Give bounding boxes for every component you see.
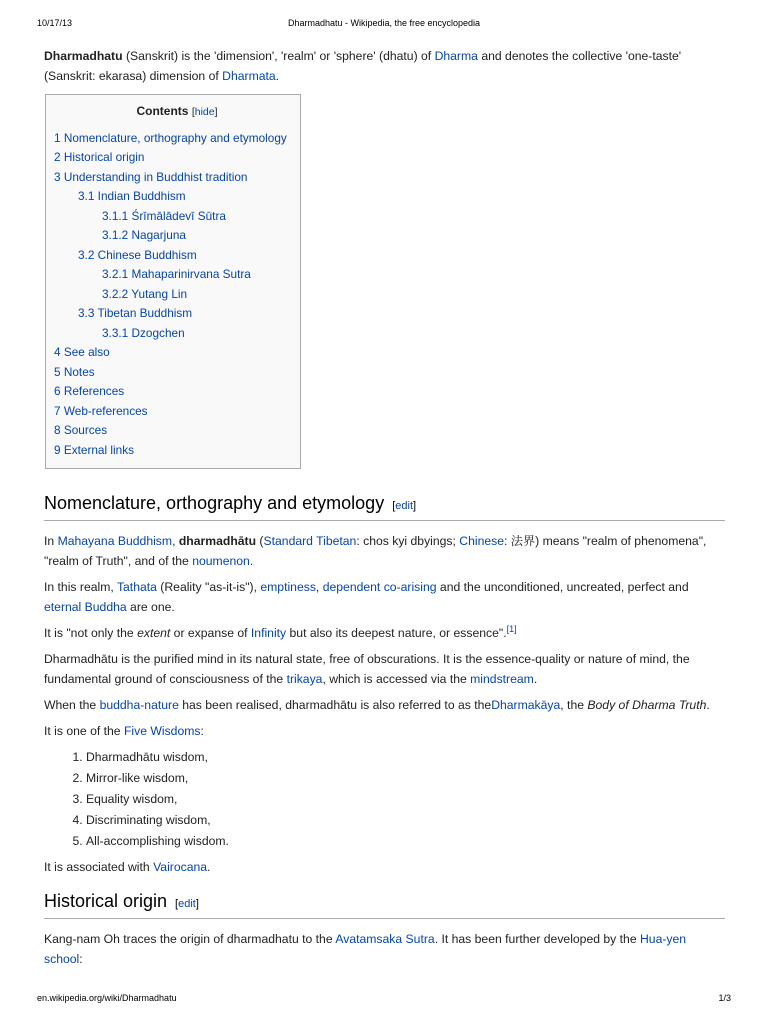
toc-item-3-2-1[interactable]: 3.2.1 Mahaparinirvana Sutra (102, 267, 251, 281)
section-heading-nomenclature: Nomenclature, orthography and etymology [edit] (44, 491, 725, 521)
link-tathata[interactable]: Tathata (116, 580, 157, 594)
print-url: en.wikipedia.org/wiki/Dharmadhatu (37, 993, 177, 1003)
toc-item-4[interactable]: 4 See also (54, 345, 110, 359)
link-buddha-nature[interactable]: buddha-nature (99, 698, 179, 712)
paragraph-buddha-nature: When the buddha-nature has been realised, dharmadhātu is also referred to as theDharmakāya, the Body of Dharma Truth. (44, 698, 710, 712)
emphasis-body-of-dharma-truth: Body of Dharma Truth (587, 698, 707, 712)
section-heading-historical-origin: Historical origin [edit] (44, 889, 725, 919)
paragraph-five-wisdoms: It is one of the Five Wisdoms: (44, 724, 204, 738)
link-emptiness[interactable]: emptiness (260, 580, 316, 594)
intro-text-2: and denotes the collective 'one-taste' (Sanskrit: ekarasa) dimension of (44, 49, 682, 83)
term-dharmadhatu: dharmadhātu (178, 534, 257, 548)
toc-item-3-2[interactable]: 3.2 Chinese Buddhism (78, 247, 197, 262)
link-chinese[interactable]: Chinese (459, 534, 505, 548)
print-header (37, 18, 731, 32)
print-date: 10/17/13 (37, 18, 73, 28)
link-avatamsaka-sutra[interactable]: Avatamsaka Sutra (335, 932, 435, 946)
toc-item-7[interactable]: 7 Web-references (54, 403, 148, 418)
section-heading-text: Nomenclature, orthography and etymology (44, 493, 385, 513)
link-infinity[interactable]: Infinity (250, 626, 287, 640)
toc-item-1[interactable]: 1 Nomenclature, orthography and etymology (54, 130, 287, 145)
toc-title: Contents [hide] (136, 104, 218, 118)
paragraph-extent: It is "not only the extent or expanse of Infinity but also its deepest nature, or essence".[1] (44, 623, 517, 640)
paragraph-mahayana: In Mahayana Buddhism, dharmadhātu (Standard Tibetan: chos kyi dbyings; Chinese: 法界) means "realm of phenomena", "realm of Truth", and of the noumenon. (44, 534, 707, 568)
print-page-number: 1/3 (718, 993, 731, 1003)
link-mindstream[interactable]: mindstream (470, 672, 534, 686)
wisdoms-list (44, 747, 725, 852)
edit-link-nomenclature[interactable]: edit (395, 500, 414, 512)
print-footer (37, 993, 731, 1007)
toc-item-3-3[interactable]: 3.3 Tibetan Buddhism (78, 306, 193, 320)
toc-item-3[interactable]: 3 Understanding in Buddhist tradition (54, 169, 248, 184)
toc-item-3-1[interactable]: 3.1 Indian Buddhism (78, 189, 186, 203)
toc-item-3-2-2[interactable]: 3.2.2 Yutang Lin (102, 286, 188, 301)
link-trikaya[interactable]: trikaya (286, 672, 323, 686)
emphasis-extent: extent (137, 626, 171, 640)
intro-term: Dharmadhatu (44, 49, 123, 63)
toc-item-3-1-1[interactable]: 3.1.1 Śrīmālādevī Sūtra (102, 208, 226, 223)
link-dharmakaya[interactable]: Dharmakāya (491, 698, 561, 712)
toc-item-3-3-1[interactable]: 3.3.1 Dzogchen (102, 325, 185, 340)
list-item: 3. Equality wisdom, (86, 789, 725, 810)
link-mahayana-buddhism[interactable]: Mahayana Buddhism (57, 534, 173, 548)
link-noumenon[interactable]: noumenon (192, 554, 250, 568)
reference-1[interactable]: [1] (506, 623, 517, 634)
article-content (44, 46, 725, 975)
intro-text-1: (Sanskrit) is the 'dimension', 'realm' or 'sphere' (dhatu) of (122, 49, 435, 63)
link-dharmata[interactable]: Dharmata (222, 69, 276, 83)
link-five-wisdoms[interactable]: Five Wisdoms (123, 724, 201, 738)
paragraph-purified-mind: Dharmadhātu is the purified mind in its natural state, free of obscurations. It is the essence-quality or nature of mind, the fundamental ground of consciousness of the trikaya, which is accessed via the mindstream. (44, 652, 690, 686)
list-item: 1. Dharmadhātu wisdom, (86, 747, 725, 768)
toc-list (54, 129, 300, 461)
link-vairocana[interactable]: Vairocana (153, 860, 208, 874)
link-eternal-buddha[interactable]: eternal Buddha (44, 600, 127, 614)
toc-item-2[interactable]: 2 Historical origin (54, 150, 145, 164)
paragraph-vairocana: It is associated with Vairocana. (44, 860, 211, 874)
list-item: 5. All-accomplishing wisdom. (86, 831, 725, 852)
toc-item-5[interactable]: 5 Notes (54, 364, 95, 379)
link-dharma[interactable]: Dharma (434, 49, 478, 63)
toc-item-3-1-2[interactable]: 3.1.2 Nagarjuna (102, 228, 186, 242)
list-item: 2. Mirror-like wisdom, (86, 768, 725, 789)
table-of-contents (45, 94, 301, 469)
section-heading-text: Historical origin (44, 891, 168, 911)
intro-text-3: . (275, 69, 280, 83)
print-page-title: Dharmadhatu - Wikipedia, the free encyclopedia (287, 18, 481, 28)
link-standard-tibetan[interactable]: Standard Tibetan (263, 534, 357, 548)
edit-link-historical-origin[interactable]: edit (178, 898, 196, 910)
toc-item-6[interactable]: 6 References (54, 384, 125, 398)
toc-item-8[interactable]: 8 Sources (54, 423, 108, 437)
toc-heading: Contents (136, 104, 189, 118)
list-item: 4. Discriminating wisdom, (86, 810, 725, 831)
toc-hide-link[interactable]: hide (194, 106, 215, 118)
intro-paragraph (44, 46, 725, 86)
toc-item-9[interactable]: 9 External links (54, 442, 134, 457)
paragraph-kang-nam-oh: Kang-nam Oh traces the origin of dharmadhatu to the Avatamsaka Sutra. It has been further developed by the Hua-yen school: (44, 932, 687, 966)
link-dependent-co-arising[interactable]: dependent co-arising (322, 580, 437, 594)
paragraph-realm: In this realm, Tathata (Reality "as-it-is"), emptiness, dependent co-arising and the unconditioned, uncreated, perfect and eternal Buddha are one. (44, 580, 689, 614)
link-hua-yen-school[interactable]: Hua-yen school (44, 932, 687, 966)
